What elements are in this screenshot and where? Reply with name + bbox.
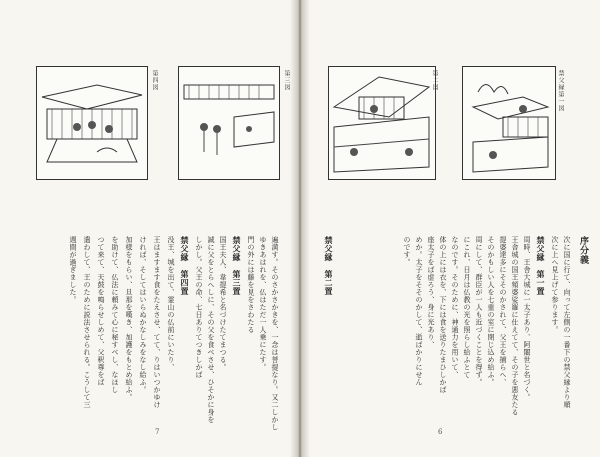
book-gutter [290,0,310,457]
section-heading: 禁父縁 第四置 [180,236,190,296]
figure-4-label: 第四図 [151,70,158,91]
text-column: 国王夫人、韋提希と名づけたてまつる。 [219,236,227,371]
text-column: 周にして、群臣が一人も近づくことを得ず。 [475,236,483,386]
text-column: つて来て、天鼓を鳴らせしめて、父釈尊をば [97,236,105,386]
section-heading: 禁父縁 第二置 [324,236,334,296]
text-column: 加様をもらい、旦那を嘆き、加護をもとめ給ふ。 [125,236,133,401]
text-column: のです。 [403,236,411,266]
text-column: 遍満す。そのさかさかきを、一念は菩提なり。又二しかし [271,236,279,431]
text-column: にこれ、日月は仏教の光を照らし給ふとて [463,236,471,379]
text-column: 周時、王舎大城に一太子あり、阿闍世と名づく。 [523,236,531,401]
text-column: を助けて、仏法に頼みて心に秘すべし、なほし [111,236,119,394]
text-column: 門の外には藤を見をさわたる [247,236,255,334]
text-column: 座太子をば虚ろう、身に光あり、 [427,236,435,349]
section-heading: 禁父縁 第三置 [232,236,242,296]
text-column: ゆきあはれを、仏はただ一人乗にたす。 [259,236,267,371]
figure-3-label: 第三図 [283,70,290,91]
text-column: 誠に父をとらへしに、その父を食べさせ、ひそかに身を [207,236,215,424]
text-column: そのかもしい人を七重の室に閉じ込め給ふ。 [487,236,495,386]
chapter-heading: 序分義 [578,236,588,265]
text-column: なのです。そのために、神通力を用いて、 [451,236,459,379]
text-column: 週間が過ぎました。 [69,236,77,304]
text-column: しかし。父王の命、七日ありてつきしかば [195,236,203,379]
text-column: めか。太子をそそのかして、逝ばかりにせん [415,236,423,386]
text-column: 次に上へ見上げて参ります。 [551,236,559,334]
left-page [0,0,296,457]
text-column: 次に国に行て、向って左側の一番下の禁父縁より順 [563,236,571,409]
figure-3-illustration [178,66,280,180]
text-column: 没王、城を出て、霊山の仏前にいたり、 [167,236,175,371]
text-column: 体の上には衣を、下には食を送りたまひしかば [439,236,447,394]
text-column: ければ、そしてはいらぬかなしみをなし給ふ。 [139,236,147,394]
figure-2-label: 第二図 [431,70,438,91]
page-number: 6 [438,428,443,436]
figure-1-label: 禁父縁第一図 [557,70,564,112]
figure-4-illustration [36,66,148,180]
text-column: 王舎城の国王頻婆娑羅に仕えてて、その子を悪友たる [511,236,519,416]
text-column: 王はますます食をたえさせ、てて、りはいつかゆけ [153,236,161,409]
right-page [304,0,600,457]
text-column: 遣わして、王のために説法させられる。こうして三 [83,236,91,409]
figure-1-illustration [462,66,556,180]
page-number: 7 [155,428,160,436]
text-column: 提婆達多にそそのかされて、父王を捕らへ、 [499,236,507,386]
section-heading: 禁父縁 第一置 [536,236,546,296]
figure-2-illustration [328,66,436,180]
